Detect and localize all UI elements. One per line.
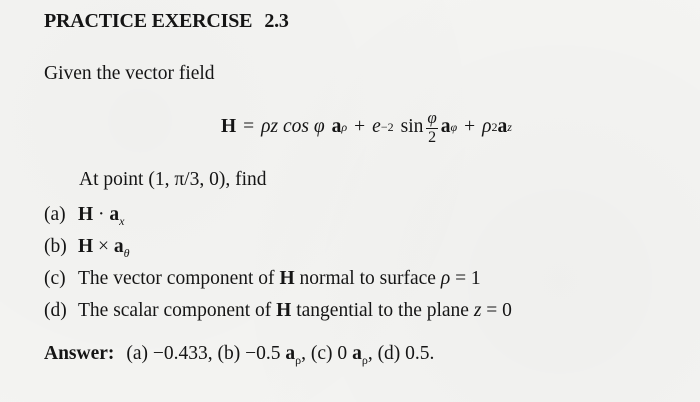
eq-term3-exp: 2 — [491, 119, 498, 134]
question-a-vec: a — [109, 204, 120, 225]
question-c-text2: normal to surface — [294, 268, 441, 289]
question-c-H: H — [279, 268, 295, 289]
question-b-vec: a — [113, 236, 124, 257]
eq-equals: = — [243, 116, 255, 137]
exercise-heading — [44, 10, 289, 33]
question-a-sub: x — [119, 213, 125, 228]
answer-a-b: (a) −0.433, (b) −0.5 — [126, 343, 286, 364]
question-a-H: H — [78, 204, 94, 225]
answer-line — [44, 343, 434, 368]
eq-term1-coeff: ρz cos φ — [261, 116, 325, 137]
eq-term2-base: e — [372, 116, 381, 137]
answer-c-sub: ρ — [361, 352, 368, 367]
question-c-rho: ρ — [440, 268, 451, 289]
question-b-cross: × — [93, 236, 114, 257]
eq-term3-sub: z — [507, 119, 512, 134]
eq-frac-den: 2 — [428, 128, 437, 146]
vector-field-equation — [221, 104, 512, 150]
exercise-number: 2.3 — [264, 10, 289, 32]
eq-lhs: H — [221, 116, 237, 137]
eq-term3-vec: a — [497, 116, 508, 137]
eq-term3-coeff: ρ — [482, 116, 492, 137]
eq-fraction — [426, 109, 437, 146]
question-a-label: (a) — [44, 204, 66, 225]
answer-b-sub: ρ — [295, 352, 302, 367]
question-c-eq: = 1 — [450, 268, 481, 289]
question-d-text1: The scalar component of — [78, 300, 277, 321]
eq-term1-vec: a — [331, 116, 342, 137]
question-a-dot: · — [93, 204, 110, 225]
question-b-sub: θ — [123, 245, 130, 260]
eq-term1-sub: ρ — [341, 119, 348, 134]
question-d — [44, 300, 512, 322]
question-d-eq: = 0 — [481, 300, 512, 321]
answer-c: , (c) 0 — [301, 343, 353, 364]
question-c — [44, 268, 481, 290]
question-b-label: (b) — [44, 236, 67, 257]
question-d-text2: tangential to the plane — [291, 300, 474, 321]
question-c-text1: The vector component of — [78, 268, 280, 289]
at-point-text: At point (1, π/3, 0), find — [79, 169, 267, 190]
answer-c-vec: a — [352, 343, 362, 364]
exercise-title: PRACTICE EXERCISE — [44, 10, 253, 32]
question-b — [44, 236, 130, 261]
intro-text: Given the vector field — [44, 63, 215, 84]
eq-frac-num: φ — [427, 107, 437, 127]
eq-term2-vec: a — [440, 116, 451, 137]
question-d-z: z — [473, 300, 482, 321]
question-d-H: H — [276, 300, 292, 321]
eq-term2-fn: sin — [400, 116, 424, 137]
eq-plus1: + — [354, 116, 366, 137]
question-b-H: H — [78, 236, 94, 257]
answer-label: Answer: — [44, 343, 115, 364]
question-d-label: (d) — [44, 300, 67, 321]
question-c-label: (c) — [44, 268, 66, 289]
eq-term2-sub: φ — [450, 119, 458, 134]
eq-plus2: + — [464, 116, 476, 137]
question-a — [44, 204, 125, 229]
answer-b-vec: a — [285, 343, 296, 364]
answer-d: , (d) 0.5. — [367, 343, 435, 364]
eq-term2-exp: −2 — [380, 119, 394, 134]
